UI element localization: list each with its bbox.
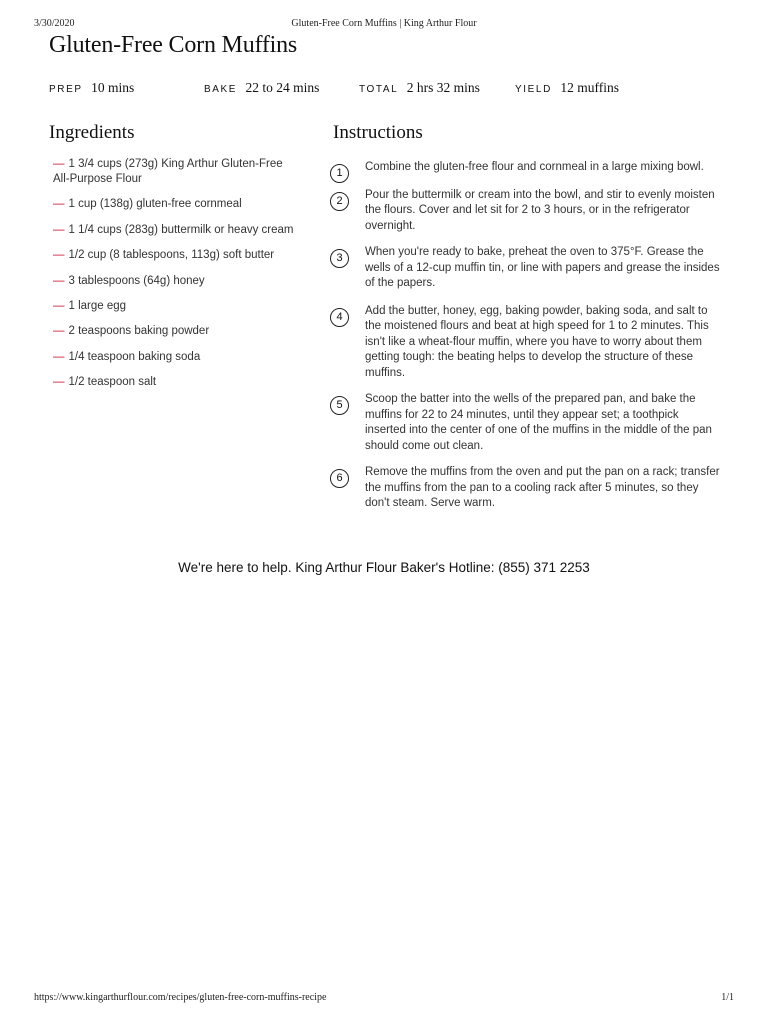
total-label: TOTAL <box>359 84 399 95</box>
ingredient-item <box>53 324 301 339</box>
ingredient-text: 1 cup (138g) gluten-free cornmeal <box>68 198 242 211</box>
dash-bullet: — <box>53 198 65 211</box>
ingredient-item <box>53 299 301 314</box>
bake-value: 22 to 24 mins <box>245 80 320 95</box>
ingredient-text: 1 large egg <box>68 299 127 312</box>
instruction-step <box>330 188 722 235</box>
step-text: Scoop the batter into the wells of the prepared pan, and bake the muffins for 22 to 24 minutes, until they appear set; a toothpick inserted into the center of one of the muffins in the middle of the pan should come out clean. <box>365 393 712 452</box>
ingredients-list <box>53 157 301 401</box>
step-text: Pour the buttermilk or cream into the bowl, and stir to evenly moisten the flours. Cover and let sit for 2 to 3 hours, or in the refrigerator overnight. <box>365 188 715 232</box>
ingredient-item <box>53 197 301 212</box>
ingredient-text: 1 3/4 cups (273g) King Arthur Gluten-Free All-Purpose Flour <box>53 158 283 185</box>
step-text: Add the butter, honey, egg, baking powder, baking soda, and salt to the moistened flours and beat at high speed for 1 to 2 minutes. This isn't like a wheat-flour muffin, where you have to worry about them getting tough: the beating helps to develop the structure of these muffins. <box>365 304 709 379</box>
step-text: Combine the gluten-free flour and cornmeal in a large mixing bowl. <box>365 161 704 173</box>
print-page-title: Gluten-Free Corn Muffins | King Arthur Flour <box>291 18 477 29</box>
yield-label: YIELD <box>515 84 552 95</box>
prep-label: PREP <box>49 84 83 95</box>
instructions-list <box>330 160 722 512</box>
ingredient-item <box>53 375 301 390</box>
prep-time <box>49 79 134 97</box>
dash-bullet: — <box>53 158 65 170</box>
dash-bullet: — <box>53 350 65 363</box>
total-time <box>359 79 480 97</box>
step-number-badge: 2 <box>330 192 349 211</box>
step-text: When you're ready to bake, preheat the oven to 375°F. Grease the wells of a 12-cup muffin tin, or line with papers and grease the insides of the papers. <box>365 246 720 289</box>
print-footer <box>34 992 734 1006</box>
ingredient-text: 1 1/4 cups (283g) buttermilk or heavy cream <box>68 223 294 236</box>
dash-bullet: — <box>53 249 65 262</box>
ingredients-heading: Ingredients <box>49 122 135 143</box>
instructions-heading: Instructions <box>333 122 423 143</box>
total-value: 2 hrs 32 mins <box>406 80 480 95</box>
ingredient-item <box>53 248 301 263</box>
prep-value: 10 mins <box>91 80 135 95</box>
bake-time <box>204 79 319 97</box>
page-url: https://www.kingarthurflour.com/recipes/gluten-free-corn-muffins-recipe <box>34 992 327 1003</box>
yield <box>515 79 619 97</box>
instruction-step <box>330 304 722 382</box>
dash-bullet: — <box>53 376 65 389</box>
bakers-hotline: We're here to help. King Arthur Flour Baker's Hotline: (855) 371 2253 <box>178 560 590 575</box>
dash-bullet: — <box>53 299 65 312</box>
ingredient-text: 2 teaspoons baking powder <box>68 325 210 338</box>
ingredient-item <box>53 157 301 187</box>
ingredient-item <box>53 350 301 365</box>
ingredient-item <box>53 223 301 238</box>
step-number-badge: 3 <box>330 249 349 268</box>
instruction-step <box>330 392 722 454</box>
step-number-badge: 4 <box>330 308 349 327</box>
ingredient-text: 3 tablespoons (64g) honey <box>68 274 205 287</box>
dash-bullet: — <box>53 223 65 236</box>
step-text: Remove the muffins from the oven and put the pan on a rack; transfer the muffins from the pan to a cooling rack after 5 minutes, so they don't steam. Serve warm. <box>365 466 720 509</box>
ingredient-text: 1/2 cup (8 tablespoons, 113g) soft butter <box>68 249 275 262</box>
ingredient-text: 1/4 teaspoon baking soda <box>68 350 201 363</box>
instruction-step <box>330 160 722 179</box>
dash-bullet: — <box>53 325 65 338</box>
instruction-step <box>330 245 722 292</box>
step-number-badge: 5 <box>330 396 349 415</box>
ingredient-item <box>53 274 301 289</box>
step-number-badge: 6 <box>330 469 349 488</box>
instruction-step <box>330 465 722 512</box>
print-header <box>34 18 734 32</box>
page-count: 1/1 <box>721 992 734 1003</box>
bake-label: BAKE <box>204 84 238 95</box>
recipe-title: Gluten-Free Corn Muffins <box>49 32 298 58</box>
ingredient-text: 1/2 teaspoon salt <box>68 376 157 389</box>
recipe-meta <box>49 79 729 99</box>
yield-value: 12 muffins <box>560 80 619 95</box>
dash-bullet: — <box>53 274 65 287</box>
step-number-badge: 1 <box>330 164 349 183</box>
print-date: 3/30/2020 <box>34 18 75 29</box>
